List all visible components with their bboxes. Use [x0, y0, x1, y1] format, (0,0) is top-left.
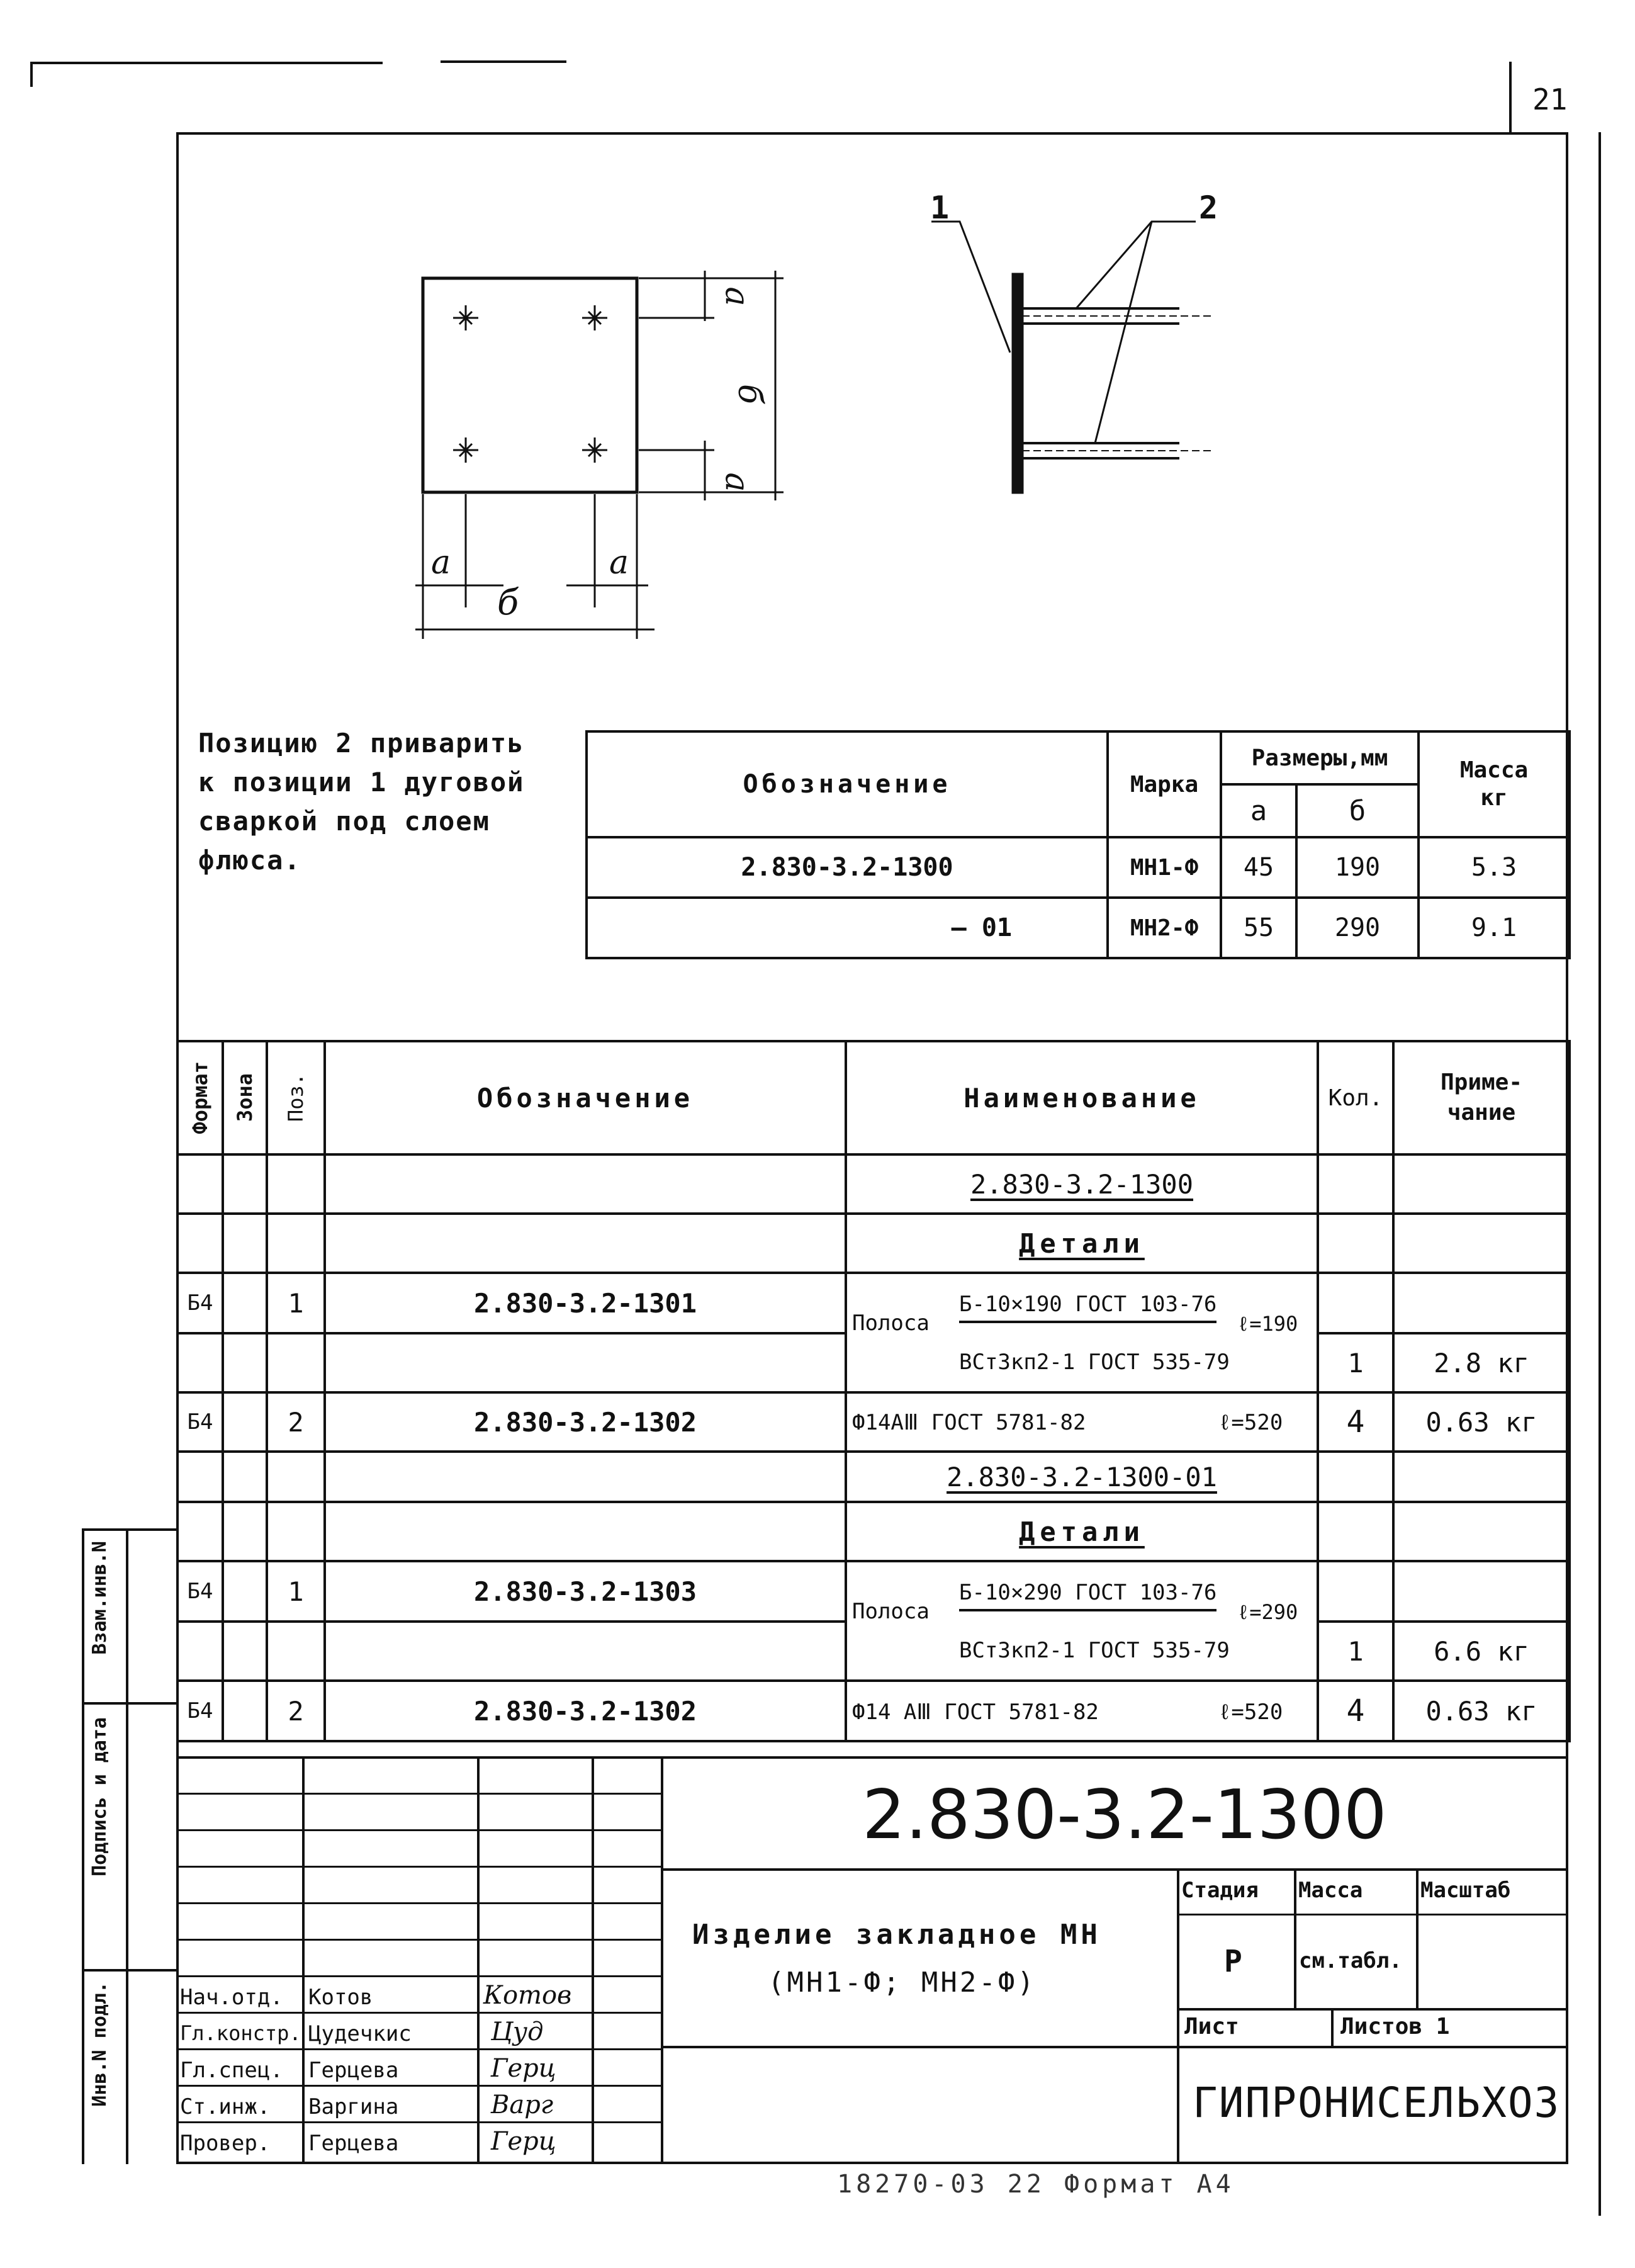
signer-name: Варгина	[308, 2094, 399, 2119]
name-prefix: Полоса	[852, 1311, 930, 1336]
col-a-header: а	[1221, 784, 1296, 837]
dim-label-a-right: а	[609, 544, 629, 582]
col-name-header: Наименование	[846, 1041, 1318, 1154]
cell-name	[846, 1681, 1318, 1741]
cell-mark: МН1-Ф	[1108, 837, 1221, 898]
cell-pos: 2	[267, 1681, 325, 1741]
signer-role: Нач.отд.	[180, 1985, 283, 2010]
sign-date-label: Подпись и дата	[89, 1717, 111, 1876]
stage-label: Стадия	[1181, 1878, 1259, 1903]
cell-mass: 9.1	[1419, 898, 1570, 958]
section-row	[177, 1502, 1570, 1561]
pos2-callout: 2	[1199, 189, 1218, 226]
product-name-line1: Изделие закладное МН	[692, 1919, 1101, 1951]
cell-pos: 1	[267, 1561, 325, 1622]
note-line: сваркой под слоем	[198, 806, 490, 837]
signer-signature: Котов	[483, 1981, 572, 2010]
group-title: 2.830-3.2-1300	[970, 1168, 1193, 1200]
side-stamp	[82, 1528, 176, 2164]
name-text: Ф14 АⅢ ГОСТ 5781-82	[852, 1700, 1099, 1725]
mass-header-unit: кг	[1480, 785, 1508, 811]
signer-signature: Герц	[491, 2127, 556, 2156]
cell-a: 55	[1221, 898, 1296, 958]
name-top: Б-10×290 ГОСТ 103-76	[959, 1580, 1216, 1611]
cell-qty: 4	[1318, 1392, 1393, 1452]
mass-label: Масса	[1298, 1878, 1363, 1903]
cell-format: Б4	[177, 1681, 223, 1741]
col-mark-header: Марка	[1108, 731, 1221, 837]
cell-note: 0.63 кг	[1393, 1392, 1570, 1452]
page-number: 21	[1532, 82, 1568, 116]
sheet-label: Лист	[1184, 2014, 1239, 2040]
signer-role: Провер.	[180, 2131, 271, 2156]
group-title-row	[177, 1154, 1570, 1214]
name-length: ℓ=520	[1218, 1410, 1283, 1435]
section-row	[177, 1214, 1570, 1273]
cell-qty: 4	[1318, 1681, 1393, 1741]
cell-name	[846, 1561, 1318, 1681]
document-number: 2.830-3.2-1300	[862, 1776, 1387, 1854]
table-row	[177, 1392, 1570, 1452]
signer-role: Гл.спец.	[180, 2058, 283, 2083]
organization-name: ГИПРОНИСЕЛЬХОЗ	[1193, 2079, 1561, 2127]
col-format-header	[177, 1041, 223, 1154]
signer-role: Гл.констр.	[180, 2021, 301, 2045]
cell-mass: 5.3	[1419, 837, 1570, 898]
welding-note	[198, 724, 524, 880]
cell-format: Б4	[177, 1561, 223, 1622]
cell-note: 0.63 кг	[1393, 1681, 1570, 1741]
col-pos-header	[267, 1041, 325, 1154]
page-number-cell	[1509, 62, 1512, 132]
dim-label-a-bottom: а	[717, 472, 756, 492]
name-text: Ф14АⅢ ГОСТ 5781-82	[852, 1410, 1086, 1435]
signer-name: Герцева	[308, 2131, 399, 2156]
cell-designation: 2.830-3.2-1302	[325, 1681, 846, 1741]
cell-note: 6.6 кг	[1393, 1622, 1570, 1681]
plate-drawing	[378, 183, 1322, 674]
sheets-count: Листов 1	[1340, 2014, 1450, 2040]
cell-a: 45	[1221, 837, 1296, 898]
dim-label-a-left: а	[431, 544, 451, 582]
col-zone-header	[223, 1041, 267, 1154]
signer-role: Ст.инж.	[180, 2094, 271, 2119]
cell-name	[846, 1273, 1318, 1392]
inv-original-label: Инв.N подл.	[89, 1982, 111, 2107]
mass-header-label: Масса	[1459, 757, 1529, 783]
table-row	[587, 837, 1570, 898]
name-bottom: ВСт3кп2-1 ГОСТ 535-79	[959, 1638, 1230, 1663]
col-designation-header: Обозначение	[325, 1041, 846, 1154]
cell-name	[846, 1392, 1318, 1452]
section-cell	[846, 1214, 1318, 1273]
table-row	[177, 1561, 1570, 1622]
cell-designation: 2.830-3.2-1300	[587, 837, 1108, 898]
name-top: Б-10×190 ГОСТ 103-76	[959, 1292, 1216, 1323]
signer-signature: Цуд	[491, 2017, 544, 2046]
top-border-line	[30, 62, 383, 64]
cell-mark: МН2-Ф	[1108, 898, 1221, 958]
signer-name: Герцева	[308, 2058, 399, 2083]
cell-pos: 2	[267, 1392, 325, 1452]
title-block	[176, 1756, 1568, 2164]
left-border-line	[30, 62, 33, 87]
group-title-cell	[846, 1452, 1318, 1502]
right-border-line	[1598, 132, 1601, 2216]
cell-format: Б4	[177, 1273, 223, 1333]
dim-label-b-bottom: б	[497, 582, 519, 623]
signer-name: Цудечкис	[308, 2021, 412, 2046]
scale-label: Масштаб	[1420, 1878, 1511, 1903]
table-row	[587, 898, 1570, 958]
zone-label: Зона	[233, 1073, 257, 1122]
col-designation-header: Обозначение	[587, 731, 1108, 837]
pos1-callout: 1	[930, 189, 950, 226]
section-title: Детали	[1019, 1516, 1145, 1547]
spec-table	[176, 1040, 1571, 1742]
cell-qty: 1	[1318, 1333, 1393, 1392]
col-note-header: Приме-чание	[1393, 1041, 1570, 1154]
group-title: 2.830-3.2-1300-01	[947, 1461, 1217, 1492]
name-prefix: Полоса	[852, 1599, 930, 1624]
cell-note: 2.8 кг	[1393, 1333, 1570, 1392]
dim-label-b-right: б	[730, 384, 768, 404]
plan-view	[415, 271, 784, 639]
group-title-row	[177, 1452, 1570, 1502]
cell-designation: 2.830-3.2-1301	[325, 1273, 846, 1333]
cell-designation: 2.830-3.2-1302	[325, 1392, 846, 1452]
name-length: ℓ=520	[1218, 1700, 1283, 1725]
signer-name: Котов	[308, 1985, 373, 2010]
inv-replaced-label: Взам.инв.N	[89, 1541, 111, 1655]
marks-table	[585, 730, 1571, 959]
section-title: Детали	[1019, 1227, 1145, 1259]
product-name-line2: (МН1-Ф; МН2-Ф)	[768, 1966, 1037, 1999]
top-border-line	[441, 60, 566, 63]
cell-b: 190	[1296, 837, 1419, 898]
name-bottom: ВСт3кп2-1 ГОСТ 535-79	[959, 1350, 1230, 1375]
signer-signature: Варг	[491, 2090, 554, 2119]
mass-value: см.табл.	[1299, 1948, 1402, 1973]
spec-header-row	[177, 1041, 1570, 1154]
col-sizes-header: Размеры,мм	[1221, 731, 1419, 784]
section-cell	[846, 1502, 1318, 1561]
stage-value: Р	[1224, 1944, 1242, 1979]
col-mass-header	[1419, 731, 1570, 837]
cell-designation: — 01	[587, 898, 1108, 958]
side-view	[931, 222, 1211, 492]
pos-label: Поз.	[284, 1073, 308, 1122]
dim-label-a-top: а	[717, 286, 756, 307]
name-length: ℓ=290	[1237, 1600, 1298, 1624]
note-line: флюса.	[198, 845, 301, 876]
cell-pos: 1	[267, 1273, 325, 1333]
format-label: Формат	[188, 1061, 212, 1134]
col-qty-header: Кол.	[1318, 1041, 1393, 1154]
col-b-header: б	[1296, 784, 1419, 837]
name-length: ℓ=190	[1237, 1312, 1298, 1336]
cell-qty: 1	[1318, 1622, 1393, 1681]
group-title-cell	[846, 1154, 1318, 1214]
note-line: к позиции 1 дуговой	[198, 767, 525, 798]
cell-designation: 2.830-3.2-1303	[325, 1561, 846, 1622]
table-row	[177, 1273, 1570, 1333]
note-line: Позицию 2 приварить	[198, 728, 525, 759]
footer-format-text: 18270-03 22 Формат А4	[837, 2170, 1235, 2199]
cell-format: Б4	[177, 1392, 223, 1452]
table-row	[177, 1681, 1570, 1741]
signer-signature: Герц	[491, 2054, 556, 2083]
cell-b: 290	[1296, 898, 1419, 958]
